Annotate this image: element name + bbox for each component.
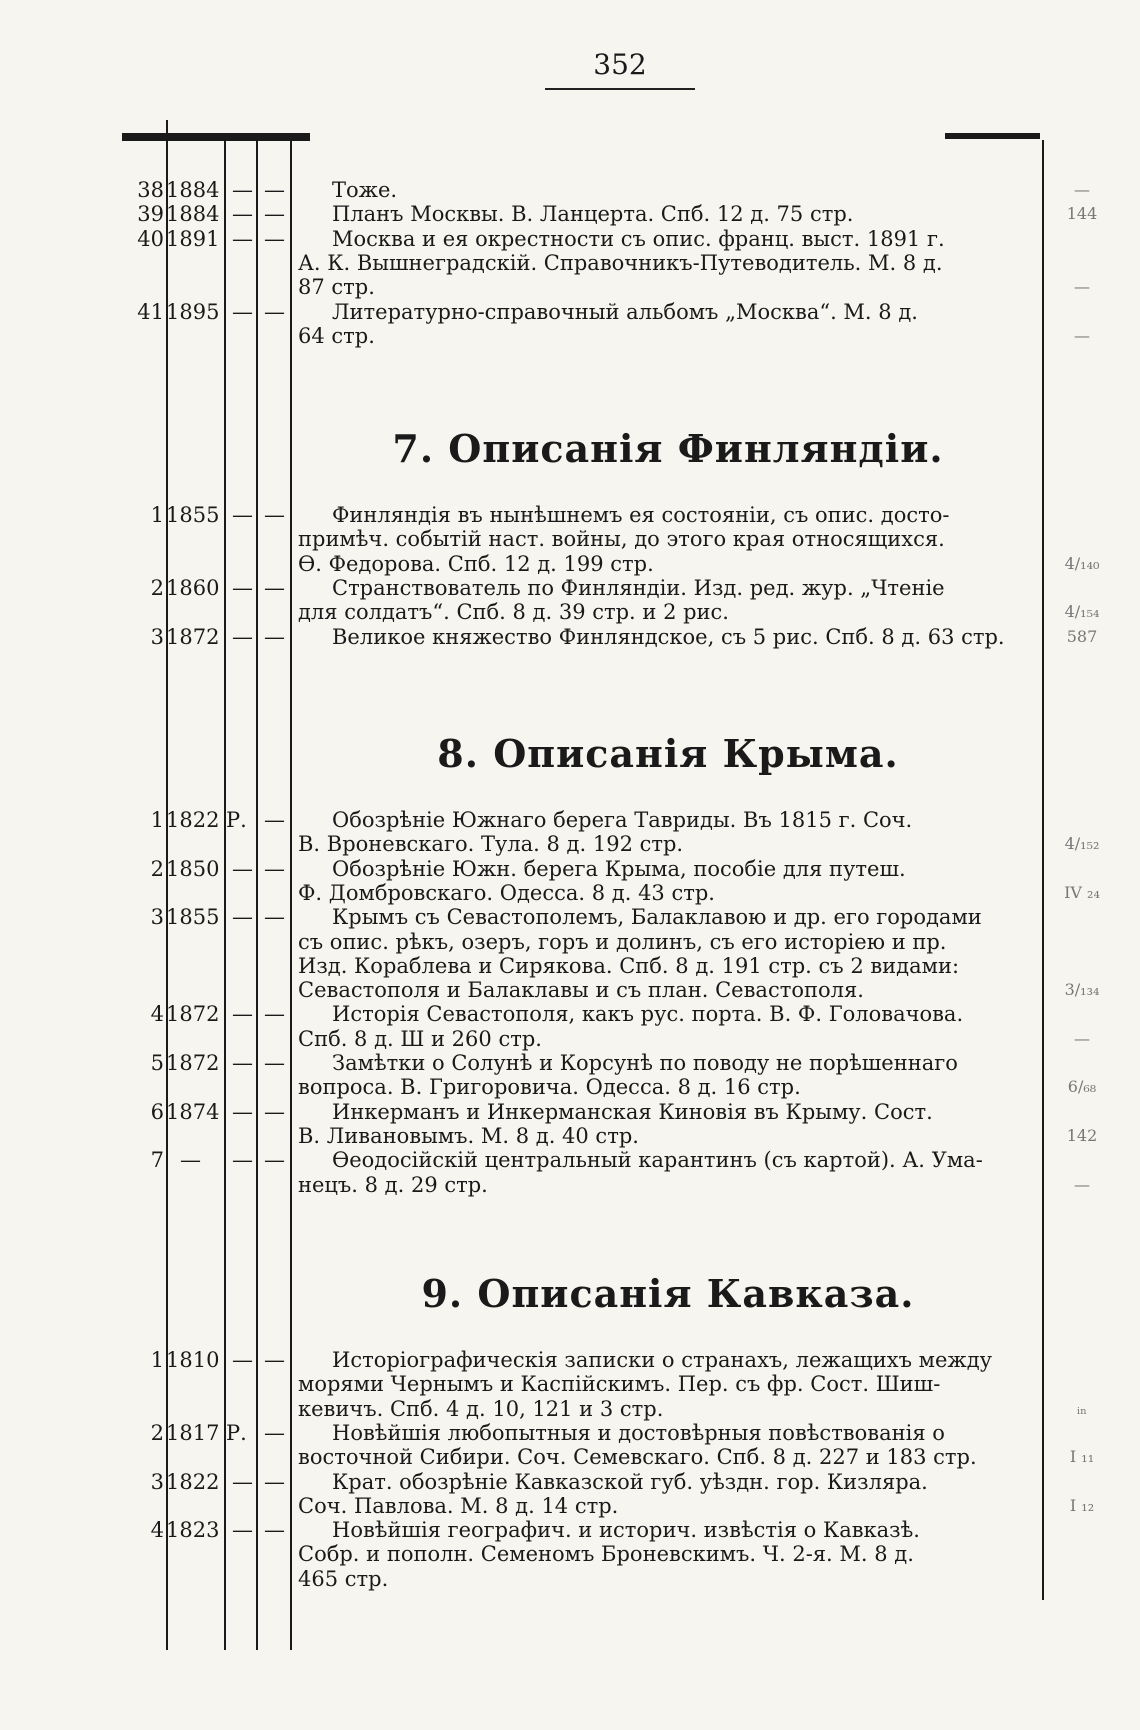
- margin-annotation: —: [1074, 1174, 1090, 1194]
- catalog-line: [0, 1027, 1140, 1051]
- entry-year: 1872: [166, 1002, 220, 1027]
- entry-year: 1872: [166, 624, 220, 649]
- entry-year: 1872: [166, 1051, 220, 1075]
- entry-year: 1850: [166, 856, 220, 881]
- entry-text: Новѣйшія любопытныя и достовѣрныя повѣствованія о: [332, 1420, 945, 1445]
- entry-number: 6: [150, 1099, 164, 1124]
- entry-mark-col3: Р.: [226, 808, 247, 832]
- entry-text: Планъ Москвы. В. Ланцерта. Спб. 12 д. 75 стр.: [332, 202, 854, 227]
- catalog-line: [0, 1372, 1140, 1396]
- entry-number: 1: [150, 808, 164, 832]
- entry-year: 1823: [166, 1518, 220, 1543]
- entry-text: Москва и ея окрестности съ опис. франц. выст. 1891 г.: [332, 226, 945, 251]
- margin-annotation: 587: [1066, 626, 1098, 646]
- entry-mark-col3: —: [232, 856, 253, 881]
- entry-text: Странствователь по Финляндіи. Изд. ред. жур. „Чтеніе: [332, 575, 945, 600]
- entry-text: для солдатъ“. Спб. 8 д. 39 стр. и 2 рис.: [298, 600, 729, 625]
- entry-number: 2: [150, 856, 164, 881]
- entry-year: 1891: [166, 226, 220, 251]
- entry-mark-col3: —: [232, 624, 253, 649]
- catalog-line: [0, 1542, 1140, 1566]
- entry-text: Исторія Севастополя, какъ рус. порта. В. Ф. Головачова.: [332, 1002, 964, 1027]
- entry-mark-col3: —: [232, 1002, 253, 1027]
- entry-text: Обозрѣніе Южнаго берега Тавриды. Въ 1815 г. Соч.: [332, 808, 913, 832]
- entry-number: 38: [137, 178, 164, 202]
- entry-number: 1: [150, 503, 164, 527]
- catalog-line: [0, 1567, 1140, 1591]
- entry-mark-col4: —: [264, 1051, 285, 1075]
- entry-mark-col4: —: [264, 1002, 285, 1027]
- entry-text: Инкерманъ и Инкерманская Киновія въ Крыму. Сост.: [332, 1099, 933, 1124]
- entry-mark-col3: —: [232, 1099, 253, 1124]
- entry-text: 64 стр.: [298, 323, 375, 348]
- catalog-line: [0, 1348, 1140, 1372]
- entry-text: кевичъ. Спб. 4 д. 10, 121 и 3 стр.: [298, 1396, 664, 1421]
- margin-annotation: I ₁₂: [1069, 1495, 1095, 1515]
- entry-year: 1855: [166, 503, 220, 527]
- entry-mark-col3: —: [232, 1051, 253, 1075]
- entry-year: 1895: [166, 299, 220, 324]
- entry-number: 7: [150, 1148, 164, 1173]
- entry-text: Крат. обозрѣніе Кавказской губ. уѣздн. гор. Кизляра.: [332, 1469, 928, 1494]
- entry-mark-col4: —: [264, 226, 285, 251]
- catalog-line: [0, 1124, 1140, 1148]
- entry-text: Литературно-справочный альбомъ „Москва“. М. 8 д.: [332, 299, 918, 324]
- catalog-line: [0, 251, 1140, 275]
- entry-text: Исторіографическія записки о странахъ, лежащихъ между: [332, 1348, 993, 1372]
- entry-mark-col4: —: [264, 299, 285, 324]
- entry-text: восточной Сибири. Соч. Семевскаго. Спб. 8 д. 227 и 183 стр.: [298, 1445, 977, 1470]
- entry-text: В. Вроневскаго. Тула. 8 д. 192 стр.: [298, 832, 684, 857]
- entry-text: Севастополя и Балаклавы и съ план. Севастополя.: [298, 978, 864, 1003]
- entry-mark-col4: —: [264, 1420, 285, 1445]
- margin-annotation: 144: [1066, 204, 1098, 224]
- entry-year: 1855: [166, 905, 220, 930]
- catalog-line: [0, 503, 1140, 527]
- entry-text: Собр. и пополн. Семеномъ Броневскимъ. Ч. 2-я. М. 8 д.: [298, 1542, 914, 1567]
- entry-number: 3: [150, 1469, 164, 1494]
- catalog-line: [0, 954, 1140, 978]
- entry-mark-col3: —: [232, 1469, 253, 1494]
- catalog-line: [0, 1494, 1140, 1518]
- catalog-line: [0, 930, 1140, 954]
- entry-mark-col3: —: [232, 503, 253, 527]
- entry-mark-col3: —: [232, 905, 253, 930]
- catalog-line: [0, 202, 1140, 226]
- entry-mark-col4: —: [264, 503, 285, 527]
- entry-text: Финляндія въ нынѣшнемъ ея состояніи, съ опис. досто-: [332, 503, 950, 527]
- header-rule-left: [122, 133, 310, 141]
- entry-number: 3: [150, 624, 164, 649]
- catalog-line: [0, 1100, 1140, 1124]
- entry-mark-col3: —: [232, 299, 253, 324]
- entry-text: примѣч. событій наст. войны, до этого края относящихся.: [298, 527, 945, 552]
- catalog-line: [0, 1397, 1140, 1421]
- catalog-line: [0, 1173, 1140, 1197]
- entry-mark-col3: —: [232, 202, 253, 227]
- catalog-line: [0, 576, 1140, 600]
- entry-year: 1884: [166, 202, 220, 227]
- entry-mark-col4: —: [264, 1348, 285, 1372]
- entry-text: Изд. Кораблева и Сирякова. Спб. 8 д. 191 стр. съ 2 видами:: [298, 953, 960, 978]
- entry-year: 1874: [166, 1099, 220, 1124]
- catalog-line: [0, 1470, 1140, 1494]
- entry-text: А. К. Вышнеградскій. Справочникъ-Путеводитель. М. 8 д.: [298, 250, 943, 275]
- entry-mark-col3: —: [232, 1518, 253, 1543]
- catalog-line: [0, 625, 1140, 649]
- entry-year: 1822: [166, 1469, 220, 1494]
- margin-annotation: IV ₂₄: [1064, 882, 1100, 902]
- catalog-line: [0, 857, 1140, 881]
- entry-mark-col4: —: [264, 808, 285, 832]
- catalog-line: [0, 552, 1140, 576]
- entry-text: Тоже.: [332, 178, 398, 202]
- entry-text: Замѣтки о Солунѣ и Корсунѣ по поводу не порѣшеннаго: [332, 1051, 958, 1075]
- margin-annotation: ᵢₙ: [1076, 1398, 1088, 1418]
- entry-number: 2: [150, 575, 164, 600]
- margin-annotation: —: [1074, 325, 1090, 345]
- entry-mark-col4: —: [264, 905, 285, 930]
- page-number: 352: [593, 48, 647, 81]
- entry-mark-col4: —: [264, 856, 285, 881]
- catalog-line: [0, 324, 1140, 348]
- entry-number: 5: [150, 1051, 164, 1075]
- entry-text: нецъ. 8 д. 29 стр.: [298, 1172, 488, 1197]
- entry-number: 3: [150, 905, 164, 930]
- entry-mark-col4: —: [264, 1518, 285, 1543]
- margin-annotation: I ₁₁: [1069, 1447, 1095, 1467]
- entry-mark-col4: —: [264, 1099, 285, 1124]
- entry-year: 1817: [166, 1420, 220, 1445]
- section-heading: 8. Описанія Крыма.: [437, 731, 899, 776]
- entry-number: 4: [150, 1002, 164, 1027]
- catalog-line: [0, 600, 1140, 624]
- page-number-rule: [545, 88, 695, 90]
- catalog-line: [0, 527, 1140, 551]
- entry-mark-col4: —: [264, 624, 285, 649]
- entry-mark-col3: —: [232, 178, 253, 202]
- entry-mark-col4: —: [264, 1469, 285, 1494]
- catalog-line: [0, 1002, 1140, 1026]
- entry-text: морями Чернымъ и Каспійскимъ. Пер. съ фр. Сост. Шиш-: [298, 1372, 941, 1397]
- margin-annotation: —: [1074, 180, 1090, 199]
- entry-text: Ф. Домбровскаго. Одесса. 8 д. 43 стр.: [298, 880, 715, 905]
- entry-year: 1884: [166, 178, 220, 202]
- margin-annotation: 4/₁₅₄: [1064, 602, 1100, 622]
- catalog-line: [0, 808, 1140, 832]
- catalog-line: [0, 178, 1140, 202]
- catalog-line: [0, 1518, 1140, 1542]
- catalog-line: [0, 832, 1140, 856]
- entry-text: Крымъ съ Севастополемъ, Балаклавою и др. его городами: [332, 905, 982, 930]
- catalog-line: [0, 905, 1140, 929]
- catalog-line: [0, 1421, 1140, 1445]
- margin-annotation: 6/₆₈: [1067, 1077, 1097, 1097]
- section-heading: 7. Описанія Финляндіи.: [392, 426, 944, 471]
- entry-mark-col4: —: [264, 1148, 285, 1173]
- catalog-line: [0, 1445, 1140, 1469]
- entry-text: Ө. Федорова. Спб. 12 д. 199 стр.: [298, 551, 654, 576]
- entry-text: Обозрѣніе Южн. берега Крыма, пособіе для путеш.: [332, 856, 906, 881]
- entry-year: 1822: [166, 808, 220, 832]
- section-heading: 9. Описанія Кавказа.: [421, 1271, 915, 1316]
- entry-text: вопроса. В. Григоровича. Одесса. 8 д. 16 стр.: [298, 1075, 801, 1100]
- entry-year: 1860: [166, 575, 220, 600]
- margin-annotation: 142: [1066, 1125, 1098, 1145]
- catalog-line: [0, 1051, 1140, 1075]
- catalog-line: [0, 300, 1140, 324]
- entry-number: 4: [150, 1518, 164, 1543]
- entry-mark-col3: —: [232, 226, 253, 251]
- entry-text: съ опис. рѣкъ, озеръ, горъ и долинъ, съ его исторіею и пр.: [298, 929, 947, 954]
- entry-mark-col3: —: [232, 1348, 253, 1372]
- entry-text: Спб. 8 д. Ш и 260 стр.: [298, 1026, 542, 1051]
- margin-annotation: 4/₁₅₂: [1064, 834, 1100, 854]
- header-rule-right: [945, 133, 1040, 139]
- margin-annotation: 4/₁₄₀: [1064, 553, 1100, 573]
- entry-number: 2: [150, 1420, 164, 1445]
- catalog-line: [0, 227, 1140, 251]
- entry-number: 1: [150, 1348, 164, 1372]
- entry-year: —: [180, 1148, 201, 1173]
- entry-text: 465 стр.: [298, 1566, 389, 1591]
- catalog-line: [0, 1148, 1140, 1172]
- entry-mark-col3: Р.: [226, 1420, 247, 1445]
- entry-mark-col3: —: [232, 1148, 253, 1173]
- entry-text: Великое княжество Финляндское, съ 5 рис. Спб. 8 д. 63 стр.: [332, 624, 1005, 649]
- entry-text: Ѳеодосійскій центральный карантинъ (съ картой). А. Ума-: [332, 1148, 983, 1173]
- margin-annotation: 3/₁₃₄: [1064, 980, 1100, 1000]
- margin-annotation: —: [1074, 277, 1090, 297]
- entry-text: Соч. Павлова. М. 8 д. 14 стр.: [298, 1493, 619, 1518]
- entry-number: 40: [137, 226, 164, 251]
- catalog-line: [0, 1075, 1140, 1099]
- entry-mark-col3: —: [232, 575, 253, 600]
- margin-annotation: —: [1074, 1028, 1090, 1048]
- entry-text: Новѣйшія географич. и историч. извѣстія о Кавказѣ.: [332, 1518, 920, 1543]
- entry-text: В. Ливановымъ. М. 8 д. 40 стр.: [298, 1123, 639, 1148]
- entry-year: 1810: [166, 1348, 220, 1372]
- entry-mark-col4: —: [264, 178, 285, 202]
- entry-number: 39: [137, 202, 164, 227]
- catalog-line: [0, 881, 1140, 905]
- entry-text: 87 стр.: [298, 275, 375, 300]
- catalog-line: [0, 275, 1140, 299]
- entry-mark-col4: —: [264, 202, 285, 227]
- entry-number: 41: [137, 299, 164, 324]
- catalog-line: [0, 978, 1140, 1002]
- entry-mark-col4: —: [264, 575, 285, 600]
